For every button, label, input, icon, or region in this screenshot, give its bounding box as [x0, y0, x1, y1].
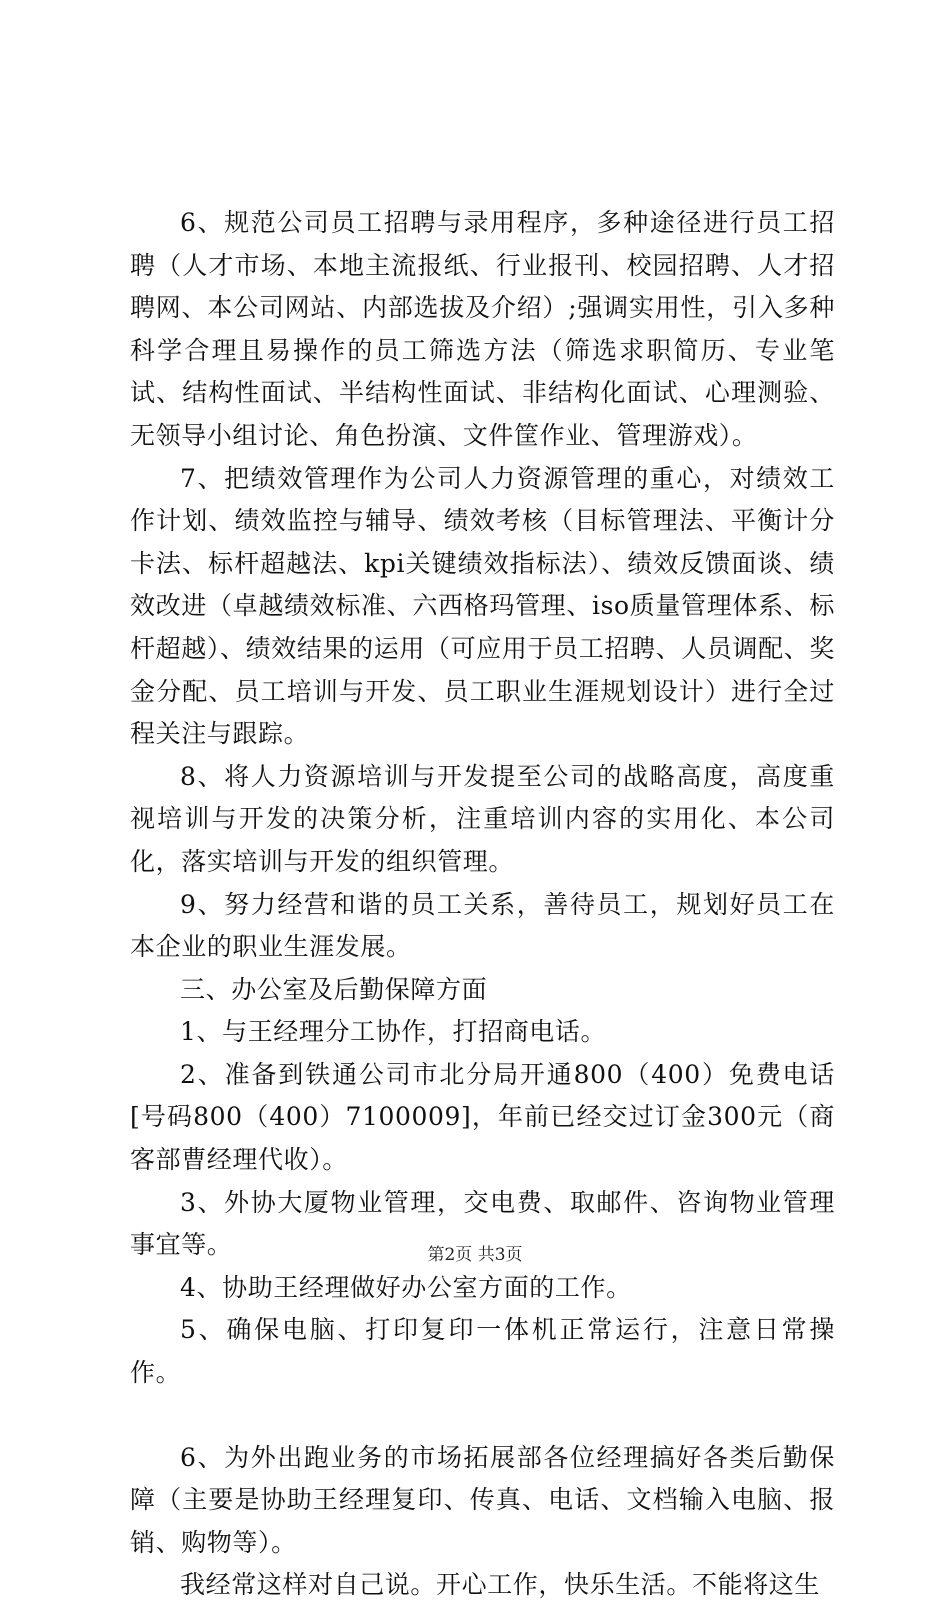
- paragraph-closing: 我经常这样对自己说。开心工作，快乐生活。不能将这生: [180, 1570, 821, 1600]
- paragraph-office-6: 6、为外出跑业务的市场拓展部各位经理搞好各类后勤保障（主要是协助王经理复印、传真、电话、文档输入电脑、报销、购物等）。: [130, 1442, 835, 1557]
- paragraph-office-3: 3、外协大厦物业管理，交电费、取邮件、咨询物业管理事宜等。: [130, 1187, 835, 1260]
- paragraph-office-1: 1、与王经理分工协作，打招商电话。: [180, 1017, 607, 1047]
- paragraph-recruitment: 6、规范公司员工招聘与录用程序，多种途径进行员工招聘（人才市场、本地主流报纸、行业报刊、校园招聘、人才招聘网、本公司网站、内部选拔及介绍）;强调实用性，引入多种科学合理且易操作的员工筛选方法（筛选求职简历、专业笔试、结构性面试、半结构性面试、非结构化面试、心理测验、无领导小组讨论、角色扮演、文件筐作业、管理游戏）。: [130, 208, 835, 450]
- document-body: [130, 202, 835, 1607]
- paragraph-employee-relations: 9、努力经营和谐的员工关系，善待员工，规划好员工在本企业的职业生涯发展。: [130, 889, 835, 962]
- paragraph-office-5: 5、确保电脑、打印复印一体机正常运行，注意日常操作。: [130, 1315, 835, 1388]
- section-heading-office: 三、办公室及后勤保障方面: [180, 974, 488, 1004]
- page-footer: 第2页 共3页: [427, 1245, 523, 1265]
- paragraph-training: 8、将人力资源培训与开发提至公司的战略高度，高度重视培训与开发的决策分析，注重培训内容的实用化、本公司化，落实培训与开发的组织管理。: [130, 761, 835, 876]
- paragraph-office-4: 4、协助王经理做好办公室方面的工作。: [180, 1272, 632, 1302]
- paragraph-office-2: 2、准备到铁通公司市北分局开通800（400）免费电话[号码800（400）7100009]，年前已经交过订金300元（商客部曹经理代收）。: [130, 1059, 835, 1175]
- paragraph-performance: 7、把绩效管理作为公司人力资源管理的重心，对绩效工作计划、绩效监控与辅导、绩效考核（目标管理法、平衡计分卡法、标杆超越法、kpi关键绩效指标法）、绩效反馈面谈、绩效改进（卓越绩效标准、六西格玛管理、iso质量管理体系、标杆超越）、绩效结果的运用（可应用于员工招聘、人员调配、奖金分配、员工培训与开发、员工职业生涯规划设计）进行全过程关注与跟踪。: [130, 463, 835, 749]
